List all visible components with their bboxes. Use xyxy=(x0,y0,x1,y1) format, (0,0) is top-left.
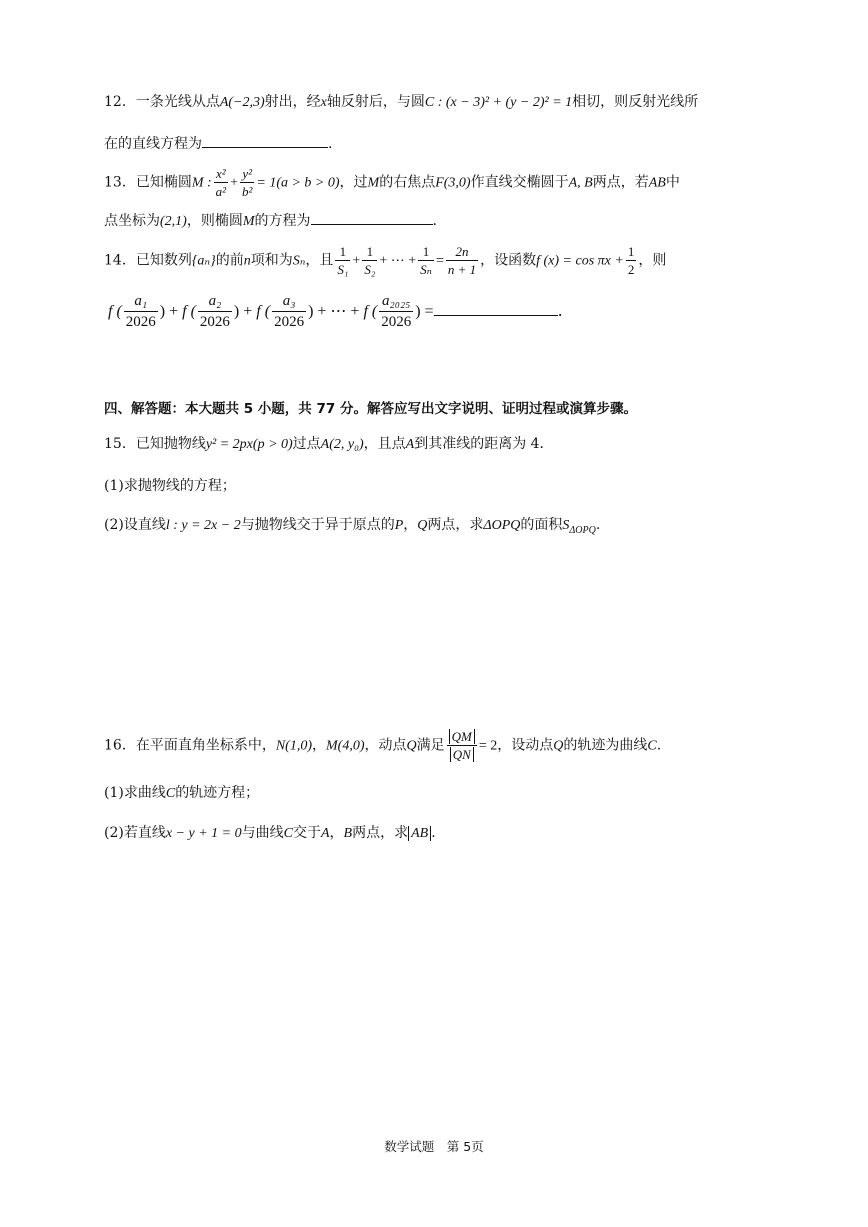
fraction xyxy=(447,729,477,762)
q15-point: A(2, y₀) xyxy=(320,437,364,452)
fraction xyxy=(626,244,637,277)
fraction-numerator: 1 xyxy=(418,244,434,261)
q16-var: B xyxy=(343,826,353,841)
q13-text: 的方程为 xyxy=(254,213,311,229)
q13-var: AB xyxy=(648,175,666,191)
q16-line-equation: x − y + 1 = 0 xyxy=(165,826,242,841)
q13-line-1: 13．已知椭圆M : $\frac{\text{x²}}{\text{a²}}$ + $\frac{\text{y²}}{\text{b²}}$ = 1(a > b > 0)，过M的右焦点F(3,0)作直线交椭圆于A, B两点，若AB中 xyxy=(104,166,680,199)
q12-text: 轴反射后，与圆 xyxy=(326,94,425,110)
q15-parabola: y² = 2px(p > 0) xyxy=(205,437,293,452)
answer-blank[interactable] xyxy=(311,222,433,225)
fraction-denominator: 2026 xyxy=(199,314,230,330)
q13-var: M xyxy=(367,175,380,191)
q14-op: ) + xyxy=(233,303,257,320)
q15-line-1 xyxy=(104,437,554,452)
q15-text: 15．已知抛物线 xyxy=(104,436,206,452)
fraction-numerator: a₂₀₂₅ xyxy=(379,292,413,312)
fraction-numerator: 2n xyxy=(446,244,478,261)
fraction xyxy=(214,166,228,199)
q16-text: (2)若直线 xyxy=(104,825,166,841)
fraction-denominator: b² xyxy=(241,184,253,199)
q16-var: C xyxy=(647,738,657,754)
fraction-denominator: a² xyxy=(215,184,227,199)
fraction-denominator: Sₙ xyxy=(420,262,432,277)
q14-text: ，则 xyxy=(638,252,667,269)
q16-text: (1)求曲线 xyxy=(104,785,166,801)
fraction-numerator: 1 xyxy=(627,244,635,259)
q14-f: f ( xyxy=(363,303,378,320)
q16-var: C xyxy=(165,786,176,801)
q13-text: 两点，若 xyxy=(592,174,649,191)
q14-line-2 xyxy=(108,292,563,331)
q14-op: ) = xyxy=(415,303,434,320)
q15-text: . xyxy=(595,517,601,533)
q15-line-equation: l : y = 2x − 2 xyxy=(165,518,241,533)
page-footer: 数学试题 第 5页 xyxy=(384,1139,484,1154)
q14-function: f (x) = cos πx + xyxy=(536,253,624,269)
q15-var: Q xyxy=(417,518,428,533)
q13-var: M : xyxy=(191,175,212,191)
q16-line-1 xyxy=(104,729,661,762)
q15-part-2 xyxy=(104,518,600,536)
q12-text: 在的直线方程为 xyxy=(104,136,202,152)
q15-text: 两点，求 xyxy=(427,517,484,533)
fraction xyxy=(446,244,478,277)
q16-text: 满足 xyxy=(416,737,445,754)
q13-text: 13．已知椭圆 xyxy=(104,174,192,191)
q16-text: . xyxy=(656,737,662,754)
q14-sequence: {aₙ} xyxy=(191,253,216,269)
q15-text: ，且点 xyxy=(363,436,406,452)
q12-text: 12．一条光线从点 xyxy=(104,94,220,110)
q12-line-2 xyxy=(104,137,332,151)
q13-text: 的右焦点 xyxy=(379,174,436,191)
q13-midpoint: (2,1) xyxy=(160,214,187,229)
q13-text: . xyxy=(432,213,437,229)
q16-text: 交于 xyxy=(292,825,321,841)
q13-text: 作直线交椭圆于 xyxy=(470,174,569,191)
fraction-denominator: 2 xyxy=(627,262,635,277)
q14-text: 项和为 xyxy=(250,252,293,269)
q14-op: ) + xyxy=(159,303,183,320)
fraction xyxy=(124,292,158,331)
q13-var: A, B xyxy=(568,175,593,191)
q14-var: Sₙ xyxy=(292,253,306,269)
q16-var: Q xyxy=(553,738,564,754)
q16-part-1 xyxy=(104,786,259,801)
q15-area xyxy=(562,518,596,536)
q15-text: 与抛物线交于异于原点的 xyxy=(240,517,395,533)
q12-text: 射出，经 xyxy=(264,94,321,110)
answer-blank[interactable] xyxy=(434,313,558,316)
q14-text: ，且 xyxy=(305,252,334,269)
q16-part-2 xyxy=(104,826,436,841)
q14-dots: + ⋯ + xyxy=(379,253,417,269)
fraction-numerator: 1 xyxy=(362,244,377,261)
q13-text: ，过 xyxy=(339,174,368,191)
q13-line-2 xyxy=(104,214,437,229)
fraction-denominator: S₁ xyxy=(337,262,349,277)
fraction-denominator: S₂ xyxy=(364,262,376,277)
q16-ratio: = 2 xyxy=(478,738,498,754)
fraction-numerator: a₂ xyxy=(198,292,232,312)
fraction-numerator: y² xyxy=(240,166,254,183)
fraction-denominator: 2026 xyxy=(274,314,305,330)
q16-text: 16．在平面直角坐标系中， xyxy=(104,737,276,754)
q16-var: C xyxy=(283,826,293,841)
answer-blank[interactable] xyxy=(202,145,328,148)
q14-text: ，设函数 xyxy=(480,252,537,269)
fraction-denominator: n + 1 xyxy=(447,262,477,277)
fraction xyxy=(379,292,413,331)
q13-focus: F(3,0) xyxy=(435,175,471,191)
q13-text: ，则椭圆 xyxy=(186,213,243,229)
q15-triangle: ΔOPQ xyxy=(483,518,521,533)
fraction-numerator: 1 xyxy=(335,244,350,261)
q16-text: 与曲线 xyxy=(241,825,284,841)
q13-text: 点坐标为 xyxy=(104,213,160,229)
q12-circle-equation: C : (x − 3)² + (y − 2)² = 1 xyxy=(424,95,573,110)
q15-text: 过点 xyxy=(292,436,321,452)
q16-text: . xyxy=(431,825,436,841)
q16-var: Q xyxy=(406,738,417,754)
fraction-denominator: 2026 xyxy=(125,314,156,330)
q14-line-1: 14．已知数列{aₙ}的前n项和为Sₙ，且 $\frac{1}{\text{S₁}}$ + $\frac{1}{\text{S₂}}$ + ⋯ + $\frac{1}{\text{Sₙ}}$ = $\frac{2n}{n + 1}$ ，设函数f (x) = cos πx + $\frac{1}{2}$ ，则 xyxy=(104,244,667,277)
fraction xyxy=(240,166,254,199)
q16-text: 的轨迹为曲线 xyxy=(563,737,648,754)
q14-f: f ( xyxy=(108,303,122,320)
q15-text: ， xyxy=(403,517,418,533)
q16-var: A xyxy=(320,826,330,841)
fraction-numerator: x² xyxy=(214,166,228,183)
q15-text: 的面积 xyxy=(520,517,563,533)
fraction-denominator: 2026 xyxy=(381,314,412,330)
fraction xyxy=(362,244,377,277)
q12-text: . xyxy=(328,136,333,152)
fraction-numerator: a₁ xyxy=(124,292,158,312)
fraction xyxy=(335,244,350,277)
q14-text: 14．已知数列 xyxy=(104,252,192,269)
q12-text: 相切，则反射光线所 xyxy=(572,94,699,110)
fraction xyxy=(272,292,306,331)
q14-text: 的前 xyxy=(215,252,244,269)
q14-op: ) + ⋯ + xyxy=(308,303,364,320)
q16-point-n: N(1,0) xyxy=(275,738,312,754)
fraction-denominator: QN xyxy=(450,747,474,762)
q16-text: ， xyxy=(329,825,344,841)
q15-part-1: (1)求抛物线的方程； xyxy=(104,478,236,494)
fraction-numerator: QM xyxy=(449,729,475,744)
q13-var: M xyxy=(242,214,255,229)
q12-line-1 xyxy=(104,95,698,110)
q15-area-subscript: ΔOPQ xyxy=(569,524,596,536)
section-heading: 四、解答题：本大题共 5 小题，共 77 分。解答应写出文字说明、证明过程或演算步骤。 xyxy=(104,401,637,417)
q13-condition: = 1(a > b > 0) xyxy=(256,175,340,191)
q15-area-symbol: S xyxy=(562,518,570,533)
q14-text: . xyxy=(557,301,563,320)
q14-var: n xyxy=(243,253,251,269)
q12-var: x xyxy=(320,95,327,110)
q16-text: ， xyxy=(312,737,326,754)
q16-text: 的轨迹方程； xyxy=(175,785,260,801)
fraction-numerator: a₃ xyxy=(272,292,306,312)
fraction xyxy=(198,292,232,331)
q16-text: ，设动点 xyxy=(497,737,554,754)
fraction xyxy=(418,244,434,277)
q15-var: P xyxy=(394,518,404,533)
q12-point: A(−2,3) xyxy=(219,95,265,110)
q15-var: A xyxy=(405,437,415,452)
q15-text: (2)设直线 xyxy=(104,517,166,533)
q14-f: f ( xyxy=(182,303,196,320)
q14-eq: = xyxy=(435,253,444,269)
q13-text: 中 xyxy=(665,174,680,191)
q16-point-m: M(4,0) xyxy=(326,738,365,754)
q16-abs-ab: AB xyxy=(408,826,431,841)
q14-f: f ( xyxy=(256,303,271,320)
q15-text: 到其准线的距离为 4． xyxy=(414,436,554,452)
q16-text: ，动点 xyxy=(364,737,407,754)
q16-text: 两点，求 xyxy=(352,825,409,841)
